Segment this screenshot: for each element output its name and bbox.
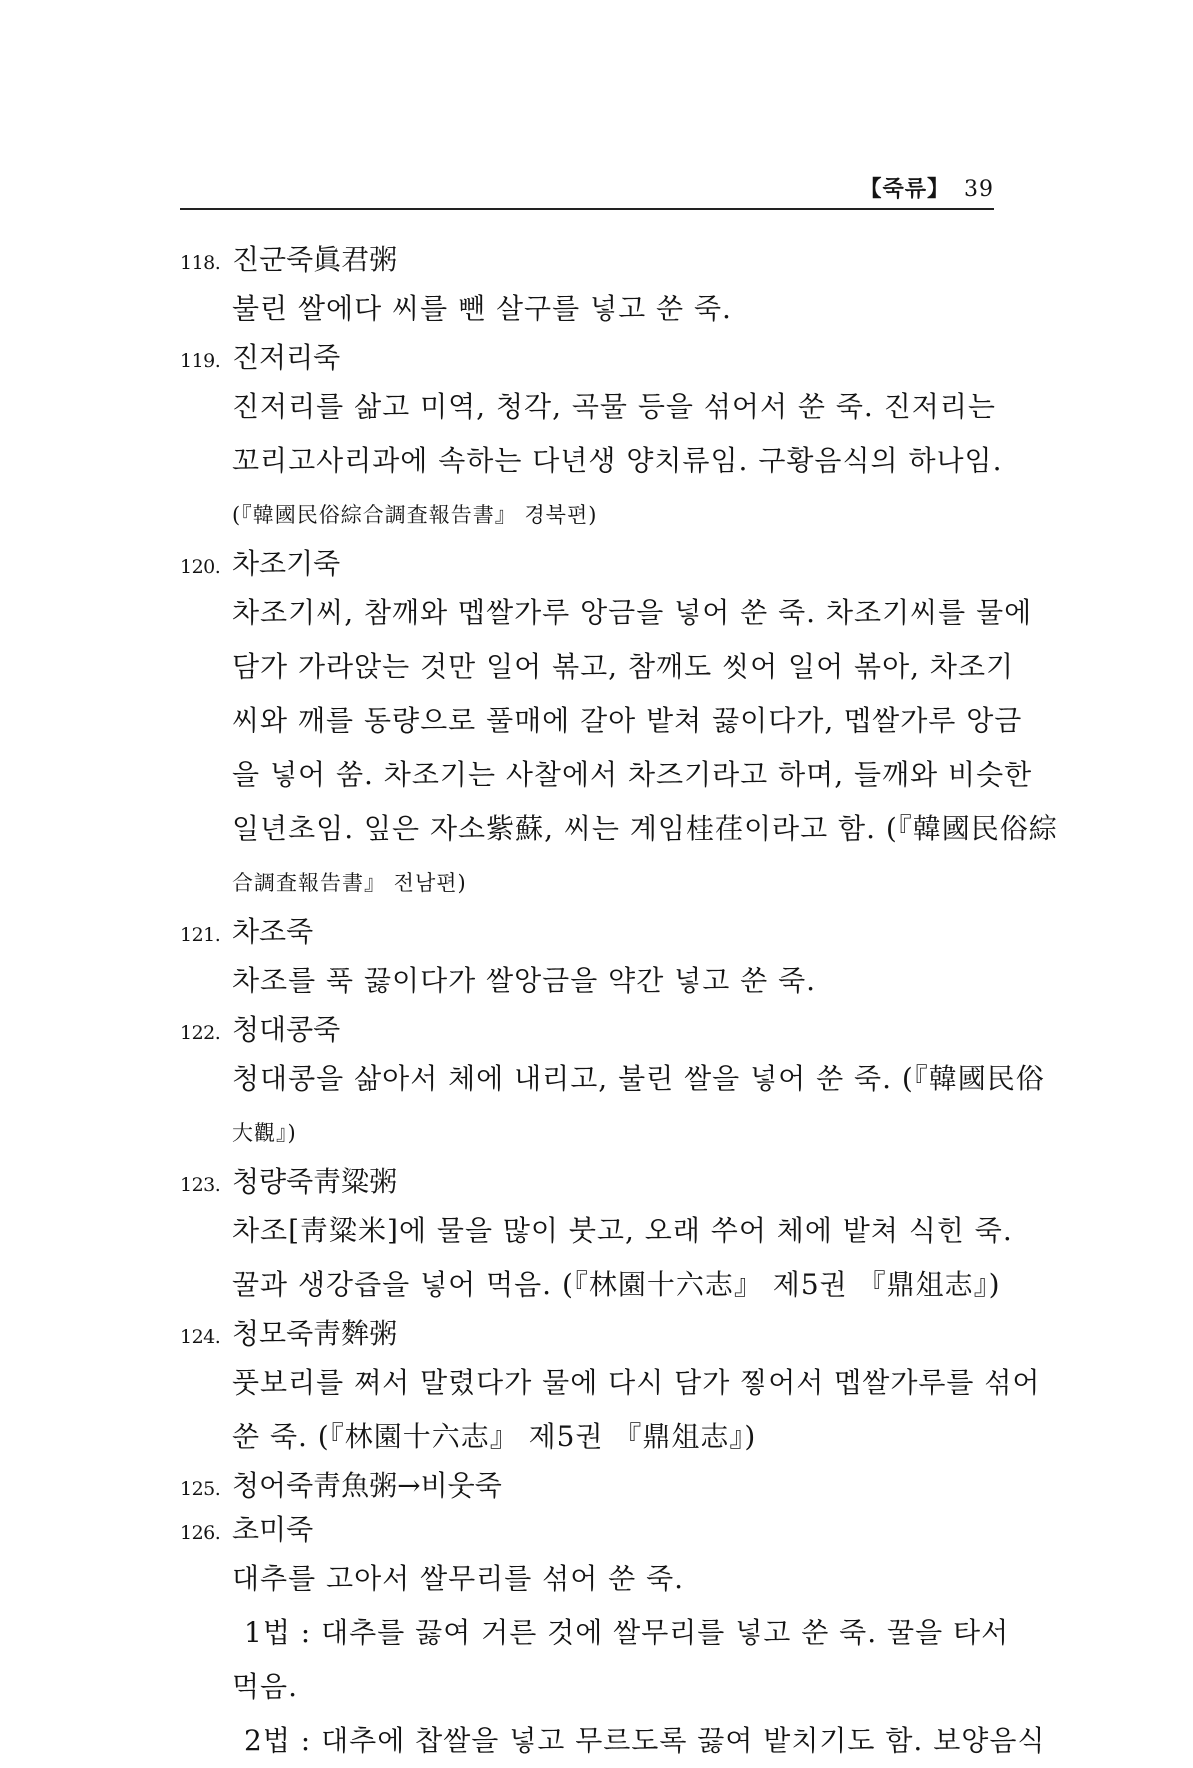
entry-heading bbox=[180, 910, 994, 954]
method-label: 1법 : bbox=[244, 1616, 322, 1649]
entry-number: 121. bbox=[180, 924, 221, 946]
entry-title: 초미죽 bbox=[232, 1513, 314, 1546]
entry-text-line: 일년초임. 잎은 자소紫蘇, 씨는 계임桂荏이라고 함. (『韓國民俗綜 bbox=[232, 812, 1058, 845]
entry-heading bbox=[180, 1160, 994, 1204]
entry-126 bbox=[180, 1508, 1046, 1768]
entry-heading bbox=[180, 1312, 994, 1356]
entry-119 bbox=[180, 336, 1003, 542]
entry-number: 124. bbox=[180, 1326, 221, 1348]
running-head bbox=[859, 172, 994, 203]
entry-text-line: 차조를 푹 끓이다가 쌀앙금을 약간 넣고 쑨 죽. bbox=[232, 964, 817, 997]
entry-number: 125. bbox=[180, 1478, 221, 1500]
entry-125 bbox=[180, 1464, 994, 1508]
entry-citation: (『韓國民俗綜合調査報告書』 경북편) bbox=[232, 503, 598, 527]
entry-text-line: 쑨 죽. (『林園十六志』 제5권 『鼎俎志』) bbox=[232, 1420, 757, 1453]
entry-title: 진저리죽 bbox=[232, 341, 341, 374]
entry-text-line: 차조[靑粱米]에 물을 많이 붓고, 오래 쑤어 체에 밭쳐 식힌 죽. bbox=[232, 1214, 1013, 1247]
page-body bbox=[180, 238, 1058, 1768]
entry-heading bbox=[180, 542, 994, 586]
entry-120 bbox=[180, 542, 1058, 910]
entry-title: 청대콩죽 bbox=[232, 1013, 341, 1046]
entry-number: 122. bbox=[180, 1022, 221, 1044]
entry-118 bbox=[180, 238, 994, 336]
page-number: 39 bbox=[964, 177, 994, 202]
entry-number: 126. bbox=[180, 1522, 221, 1544]
entry-title: 차조죽 bbox=[232, 915, 314, 948]
entry-122 bbox=[180, 1008, 1045, 1160]
method-text: 대추에 찹쌀을 넣고 무르도록 끓여 밭치기도 함. 보양음식 bbox=[321, 1724, 1046, 1757]
entry-text-line: 씨와 깨를 동량으로 풀매에 갈아 밭쳐 끓이다가, 멥쌀가루 앙금 bbox=[232, 704, 1023, 737]
entry-title: 진군죽眞君粥 bbox=[232, 243, 398, 276]
entry-text-line: 담가 가라앉는 것만 일어 볶고, 참깨도 씻어 일어 볶아, 차조기 bbox=[232, 650, 1015, 683]
entry-text-line: 진저리를 삶고 미역, 청각, 곡물 등을 섞어서 쑨 죽. 진저리는 bbox=[232, 390, 996, 423]
method-line bbox=[180, 1714, 1046, 1768]
entry-number: 118. bbox=[180, 252, 221, 274]
entry-124 bbox=[180, 1312, 1041, 1464]
entry-title: 청어죽靑魚粥→비웃죽 bbox=[232, 1469, 502, 1502]
entry-text-line: 청대콩을 삶아서 체에 내리고, 불린 쌀을 넣어 쑨 죽. (『韓國民俗 bbox=[232, 1062, 1045, 1095]
entry-text-line: 불린 쌀에다 씨를 뺀 살구를 넣고 쑨 죽. bbox=[232, 292, 732, 325]
entry-heading bbox=[180, 1008, 994, 1052]
entry-citation: 合調査報告書』 전남편) bbox=[232, 871, 467, 895]
entry-text-line: 대추를 고아서 쌀무리를 섞어 쑨 죽. bbox=[232, 1562, 685, 1595]
entry-text-line: 을 넣어 쑴. 차조기는 사찰에서 차즈기라고 하며, 들깨와 비슷한 bbox=[232, 758, 1033, 791]
entry-title: 차조기죽 bbox=[232, 547, 341, 580]
entry-text-line: 풋보리를 쪄서 말렸다가 물에 다시 담가 찧어서 멥쌀가루를 섞어 bbox=[232, 1366, 1041, 1399]
method-line bbox=[180, 1606, 1010, 1660]
running-header bbox=[180, 168, 994, 210]
entry-title: 청모죽靑麰粥 bbox=[232, 1317, 398, 1350]
method-label: 2법 : bbox=[244, 1724, 322, 1757]
entry-heading bbox=[180, 1464, 994, 1508]
entry-text-line: 차조기씨, 참깨와 멥쌀가루 앙금을 넣어 쑨 죽. 차조기씨를 물에 bbox=[232, 596, 1033, 629]
entry-number: 119. bbox=[180, 350, 221, 372]
entry-heading bbox=[180, 238, 994, 282]
entry-text-line: 꿀과 생강즙을 넣어 먹음. (『林園十六志』 제5권 『鼎俎志』) bbox=[232, 1268, 1001, 1301]
entry-number: 123. bbox=[180, 1174, 221, 1196]
entry-heading bbox=[180, 1508, 994, 1552]
entry-121 bbox=[180, 910, 994, 1008]
entry-heading bbox=[180, 336, 994, 380]
method-text-line: 먹음. bbox=[232, 1670, 298, 1703]
entry-title: 청량죽靑粱粥 bbox=[232, 1165, 398, 1198]
method-text: 대추를 끓여 거른 것에 쌀무리를 넣고 쑨 죽. 꿀을 타서 bbox=[321, 1616, 1010, 1649]
entry-123 bbox=[180, 1160, 1013, 1312]
entry-citation: 大觀』) bbox=[232, 1121, 297, 1145]
entry-text-line: 꼬리고사리과에 속하는 다년생 양치류임. 구황음식의 하나임. bbox=[232, 444, 1003, 477]
section-label: 【죽류】 bbox=[859, 176, 950, 202]
entry-number: 120. bbox=[180, 556, 221, 578]
